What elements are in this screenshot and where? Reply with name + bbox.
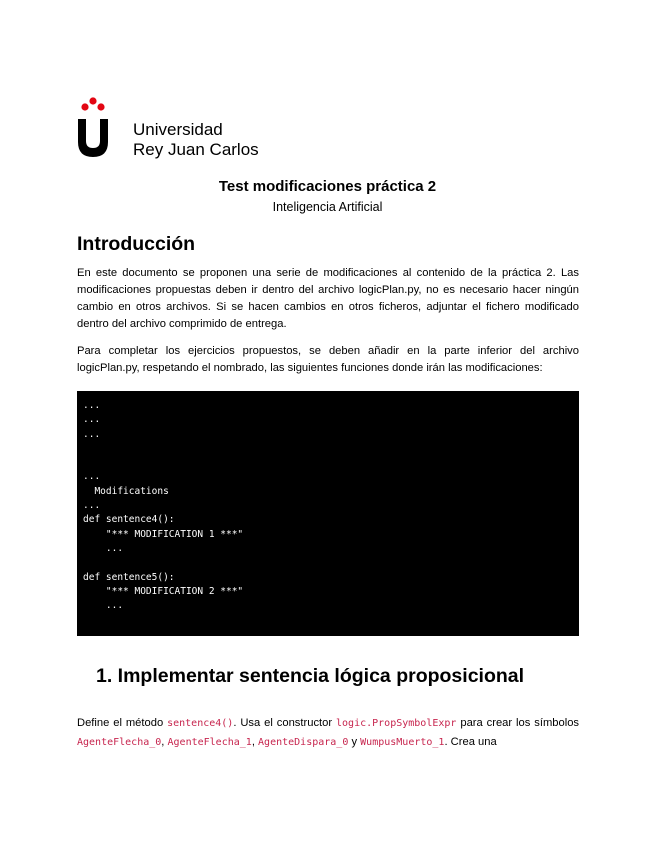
document-title: Test modificaciones práctica 2 <box>218 178 437 195</box>
paragraph-text: . Usa el constructor <box>233 717 337 729</box>
logo-line-2: Rey Juan Carlos <box>133 140 259 159</box>
inline-code-agenteflecha-0: AgenteFlecha_0 <box>77 737 162 748</box>
document-subtitle: Inteligencia Artificial <box>272 200 383 214</box>
university-logo <box>77 97 277 167</box>
inline-code-sentence4: sentence4() <box>167 718 234 729</box>
university-name <box>133 120 259 160</box>
paragraph-text: , <box>161 736 168 748</box>
logo-line-1: Universidad <box>133 120 223 139</box>
paragraph-text: Define el método <box>77 717 168 729</box>
code-block <box>77 391 579 636</box>
inline-code-agenteflecha-1: AgenteFlecha_1 <box>167 737 252 748</box>
urjc-emblem-icon <box>77 97 127 161</box>
paragraph-text: y <box>348 736 361 748</box>
inline-code-wumpusmuerto-1: WumpusMuerto_1 <box>360 737 445 748</box>
inline-code-agentedispara-0: AgenteDispara_0 <box>258 737 349 748</box>
inline-code-propsymbolexpr: logic.PropSymbolExpr <box>336 718 457 729</box>
intro-paragraph-2: Para completar los ejercicios propuestos, se deben añadir en la parte inferior del archivo logicPlan.py, respetando el nombrado, las siguientes funciones donde irán las modificaciones: <box>77 345 579 374</box>
section-1-paragraph <box>77 714 579 752</box>
paragraph-text: para crear los símbolos <box>456 717 580 729</box>
section-heading-introduccion: Introducción <box>77 233 196 255</box>
intro-paragraph-1: En este documento se proponen una serie de modificaciones al contenido de la práctica 2. Las modificaciones propuestas deben ir dentro del archivo logicPlan.py, no es necesario hacer ningún cambio en otros archivos. Si se hacen cambios en otros ficheros, adjuntar el fichero modificado dentro del archivo comprimido de entrega. <box>77 267 579 330</box>
paragraph-text: , <box>251 736 259 748</box>
section-heading-1: 1. Implementar sentencia lógica proposicional <box>96 665 525 687</box>
paragraph-text: . Crea una <box>444 736 497 748</box>
code-block-content: ... ... ... ... Modifications ... def sentence4(): "*** MODIFICATION 1 ***" ... def sentence5(): "*** MODIFICATION 2 ***" ... <box>83 400 244 612</box>
